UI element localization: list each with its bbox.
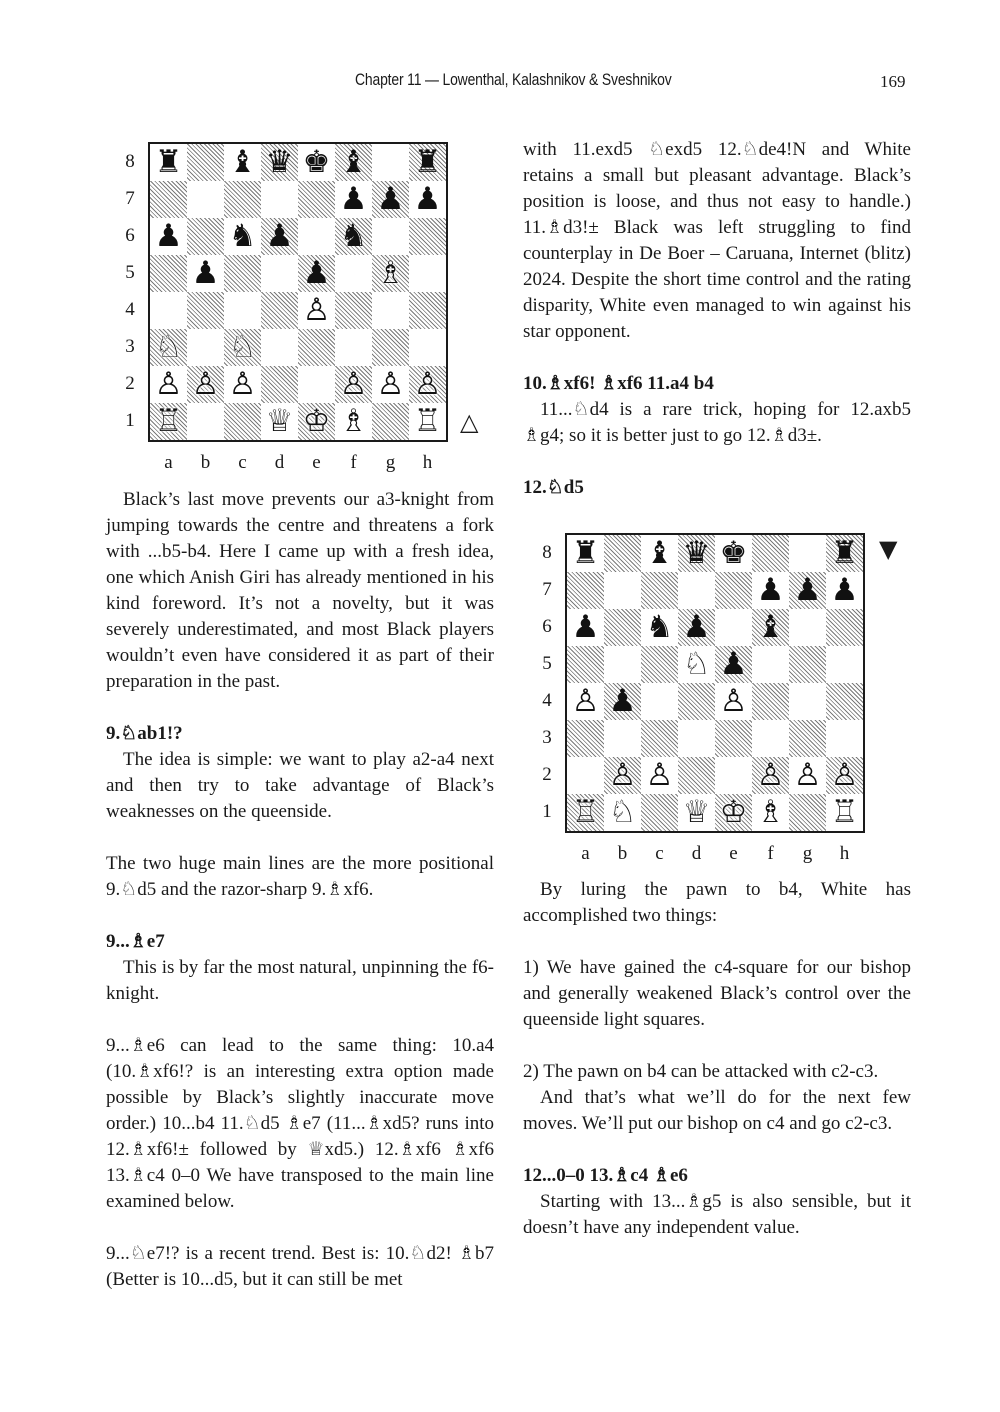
chess-piece-icon: ♞	[339, 218, 368, 254]
square-g2	[789, 757, 826, 794]
left-column	[106, 487, 494, 1293]
square-h3	[409, 329, 446, 366]
square-h8	[826, 535, 863, 572]
square-a4	[150, 292, 187, 329]
square-h3	[826, 720, 863, 757]
chess-piece-icon: ♘	[154, 329, 183, 365]
chess-piece-icon: ♟	[191, 255, 220, 291]
chess-piece-icon: ♖	[571, 794, 600, 830]
move-heading: 12...0–0 13.♗c4 ♗e6	[523, 1165, 688, 1186]
square-e1	[298, 403, 335, 440]
rank-label: 5	[542, 653, 552, 674]
square-e8	[715, 535, 752, 572]
square-d7	[678, 572, 715, 609]
square-f8	[335, 144, 372, 181]
file-label: g	[802, 843, 813, 864]
chess-piece-icon: ♟	[571, 609, 600, 645]
right-column-bottom	[523, 877, 911, 1241]
square-b6	[604, 609, 641, 646]
chess-piece-icon: ♟	[830, 572, 859, 608]
square-g4	[372, 292, 409, 329]
rank-label: 7	[542, 579, 552, 600]
square-e8	[298, 144, 335, 181]
square-e3	[715, 720, 752, 757]
chess-piece-icon: ♟	[339, 181, 368, 217]
square-e5	[715, 646, 752, 683]
chess-piece-icon: ♟	[265, 218, 294, 254]
chess-piece-icon: ♗	[339, 403, 368, 439]
square-d3	[678, 720, 715, 757]
chess-piece-icon: ♚	[719, 535, 748, 571]
chessboard	[565, 533, 865, 833]
chess-piece-icon: ♛	[682, 535, 711, 571]
square-g6	[789, 609, 826, 646]
square-e4	[715, 683, 752, 720]
square-a1	[567, 794, 604, 831]
chess-piece-icon: ♙	[191, 366, 220, 402]
square-g1	[789, 794, 826, 831]
move-heading: 9...♗e7	[106, 931, 165, 952]
paragraph: Starting with 13...♗g5 is also sensible, but it doesn’t have any independent value.	[523, 1191, 911, 1238]
paragraph: 2) The pawn on b4 can be attacked with c2-c3.	[523, 1061, 879, 1082]
rank-label: 2	[125, 373, 135, 394]
chess-piece-icon: ♝	[645, 535, 674, 571]
square-h2	[826, 757, 863, 794]
square-g5	[372, 255, 409, 292]
square-b8	[187, 144, 224, 181]
file-label: a	[164, 452, 173, 473]
chess-piece-icon: ♘	[608, 794, 637, 830]
file-label: c	[238, 452, 247, 473]
square-a7	[567, 572, 604, 609]
file-label: a	[581, 843, 590, 864]
file-label: h	[422, 452, 433, 473]
chess-piece-icon: ♜	[413, 144, 442, 180]
square-b1	[187, 403, 224, 440]
square-g8	[789, 535, 826, 572]
square-g4	[789, 683, 826, 720]
square-e7	[298, 181, 335, 218]
rank-label: 4	[542, 690, 552, 711]
square-d1	[678, 794, 715, 831]
square-b8	[604, 535, 641, 572]
square-c6	[224, 218, 261, 255]
square-d4	[678, 683, 715, 720]
square-b7	[187, 181, 224, 218]
square-f3	[752, 720, 789, 757]
paragraph: The idea is simple: we want to play a2-a4 next and then try to take advantage of Black’s weaknesses on the queenside.	[106, 749, 494, 822]
square-h4	[409, 292, 446, 329]
white-to-move-icon: △	[460, 408, 479, 436]
paragraph: 9...♘e7!? is a recent trend. Best is: 10.♘d2! ♗b7 (Better is 10...d5, but it can still be met	[106, 1243, 494, 1290]
rank-label: 3	[125, 336, 135, 357]
square-h1	[409, 403, 446, 440]
square-e6	[715, 609, 752, 646]
chapter-header: Chapter 11 — Lowenthal, Kalashnikov & Sveshnikov	[355, 70, 672, 89]
square-a5	[150, 255, 187, 292]
rank-label: 4	[125, 299, 135, 320]
chess-piece-icon: ♟	[793, 572, 822, 608]
square-f5	[752, 646, 789, 683]
square-c6	[641, 609, 678, 646]
file-label: e	[729, 843, 738, 864]
square-c8	[641, 535, 678, 572]
chess-piece-icon: ♟	[376, 181, 405, 217]
square-b4	[604, 683, 641, 720]
file-label: b	[617, 843, 628, 864]
chess-piece-icon: ♟	[719, 646, 748, 682]
square-d4	[261, 292, 298, 329]
chess-piece-icon: ♙	[571, 683, 600, 719]
chess-piece-icon: ♙	[376, 366, 405, 402]
square-d8	[678, 535, 715, 572]
square-b5	[604, 646, 641, 683]
square-h5	[826, 646, 863, 683]
rank-label: 2	[542, 764, 552, 785]
square-h7	[826, 572, 863, 609]
square-a6	[567, 609, 604, 646]
square-h2	[409, 366, 446, 403]
chess-piece-icon: ♟	[756, 572, 785, 608]
right-column-top	[523, 137, 911, 501]
paragraph: This is by far the most natural, unpinning the f6-knight.	[106, 957, 494, 1004]
square-h7	[409, 181, 446, 218]
square-c3	[641, 720, 678, 757]
square-f1	[752, 794, 789, 831]
chess-piece-icon: ♖	[830, 794, 859, 830]
square-e5	[298, 255, 335, 292]
square-f6	[335, 218, 372, 255]
chess-piece-icon: ♘	[228, 329, 257, 365]
square-a8	[150, 144, 187, 181]
chess-piece-icon: ♙	[645, 757, 674, 793]
chess-piece-icon: ♝	[756, 609, 785, 645]
square-g1	[372, 403, 409, 440]
paragraph: By luring the pawn to b4, White has accomplished two things:	[523, 879, 911, 926]
chess-diagram-2	[537, 533, 917, 873]
chess-piece-icon: ♝	[339, 144, 368, 180]
square-d2	[678, 757, 715, 794]
rank-label: 5	[125, 262, 135, 283]
chess-piece-icon: ♘	[682, 646, 711, 682]
chess-piece-icon: ♔	[719, 794, 748, 830]
square-g6	[372, 218, 409, 255]
rank-label: 3	[542, 727, 552, 748]
rank-label: 1	[542, 801, 552, 822]
chess-piece-icon: ♟	[413, 181, 442, 217]
square-g5	[789, 646, 826, 683]
square-f2	[752, 757, 789, 794]
square-f4	[752, 683, 789, 720]
chess-piece-icon: ♜	[154, 144, 183, 180]
square-d8	[261, 144, 298, 181]
square-f5	[335, 255, 372, 292]
square-d1	[261, 403, 298, 440]
square-c5	[224, 255, 261, 292]
square-h8	[409, 144, 446, 181]
chess-piece-icon: ♙	[719, 683, 748, 719]
square-c1	[641, 794, 678, 831]
chess-piece-icon: ♛	[265, 144, 294, 180]
square-e6	[298, 218, 335, 255]
chess-piece-icon: ♔	[302, 403, 331, 439]
square-b7	[604, 572, 641, 609]
chess-piece-icon: ♜	[571, 535, 600, 571]
file-label: h	[839, 843, 850, 864]
file-label: f	[767, 843, 774, 864]
chess-piece-icon: ♗	[376, 255, 405, 291]
chess-piece-icon: ♙	[830, 757, 859, 793]
square-c2	[224, 366, 261, 403]
square-e2	[298, 366, 335, 403]
square-c2	[641, 757, 678, 794]
file-label: f	[350, 452, 357, 473]
square-h1	[826, 794, 863, 831]
square-e2	[715, 757, 752, 794]
chess-piece-icon: ♙	[339, 366, 368, 402]
square-c1	[224, 403, 261, 440]
move-heading: 10.♗xf6! ♗xf6 11.a4 b4	[523, 373, 714, 394]
square-e4	[298, 292, 335, 329]
square-a4	[567, 683, 604, 720]
chess-piece-icon: ♕	[682, 794, 711, 830]
page-number: 169	[880, 72, 906, 91]
square-a2	[567, 757, 604, 794]
square-e7	[715, 572, 752, 609]
square-h5	[409, 255, 446, 292]
file-label: d	[274, 452, 285, 473]
square-f1	[335, 403, 372, 440]
chess-piece-icon: ♟	[302, 255, 331, 291]
chess-piece-icon: ♗	[756, 794, 785, 830]
square-a7	[150, 181, 187, 218]
paragraph: with 11.exd5 ♘exd5 12.♘de4!N and White retains a small but pleasant advantage. Black’s position is loose, and thus not easy to handle.) 11.♗d3!± Black was left struggling to find counterplay in De Boer – Caruana, Internet (blitz) 2024. Despite the short time control and the rating disparity, White even managed to win against his star opponent.	[523, 139, 911, 342]
square-g3	[372, 329, 409, 366]
chess-piece-icon: ♙	[154, 366, 183, 402]
square-c7	[641, 572, 678, 609]
chess-piece-icon: ♞	[645, 609, 674, 645]
square-e1	[715, 794, 752, 831]
square-g8	[372, 144, 409, 181]
square-d2	[261, 366, 298, 403]
square-d6	[678, 609, 715, 646]
chess-piece-icon: ♜	[830, 535, 859, 571]
square-f7	[335, 181, 372, 218]
square-a3	[150, 329, 187, 366]
paragraph: 11...♘d4 is a rare trick, hoping for 12.axb5 ♗g4; so it is better just to go 12.♗d3±.	[523, 399, 911, 446]
square-c3	[224, 329, 261, 366]
square-f6	[752, 609, 789, 646]
square-g7	[789, 572, 826, 609]
chess-piece-icon: ♙	[608, 757, 637, 793]
square-d5	[261, 255, 298, 292]
square-d6	[261, 218, 298, 255]
square-a6	[150, 218, 187, 255]
square-h4	[826, 683, 863, 720]
square-f4	[335, 292, 372, 329]
chess-piece-icon: ♝	[228, 144, 257, 180]
square-b1	[604, 794, 641, 831]
square-d3	[261, 329, 298, 366]
chess-piece-icon: ♖	[154, 403, 183, 439]
square-b6	[187, 218, 224, 255]
square-e3	[298, 329, 335, 366]
paragraph: The two huge main lines are the more positional 9.♘d5 and the razor-sharp 9.♗xf6.	[106, 853, 494, 900]
square-f3	[335, 329, 372, 366]
square-a5	[567, 646, 604, 683]
chess-piece-icon: ♟	[154, 218, 183, 254]
chess-piece-icon: ♟	[682, 609, 711, 645]
square-d7	[261, 181, 298, 218]
square-b2	[187, 366, 224, 403]
square-g3	[789, 720, 826, 757]
square-a8	[567, 535, 604, 572]
paragraph: 9...♗e6 can lead to the same thing: 10.a4 (10.♗xf6!? is an interesting extra option made possible by Black’s slightly inaccurate move order.) 10...b4 11.♘d5 ♗e7 (11...♗xd5? runs into 12.♗xf6!± followed by ♕xd5.) 12.♗xf6 ♗xf6 13.♗c4 0–0 We have transposed to the main line examined below.	[106, 1035, 494, 1212]
move-heading: 9.♘ab1!?	[106, 723, 183, 744]
square-b5	[187, 255, 224, 292]
paragraph: Black’s last move prevents our a3-knight from jumping towards the centre and threatens a fork with ...b5-b4. Here I came up with a fresh idea, one which Anish Giri has already mentioned in his kind foreword. It’s not a novelty, but it was severely underestimated, and most Black players wouldn’t even have considered it as part of their preparation in the past.	[106, 489, 494, 692]
square-b3	[187, 329, 224, 366]
chess-piece-icon: ♙	[793, 757, 822, 793]
rank-label: 8	[125, 151, 135, 172]
file-label: c	[655, 843, 664, 864]
chess-piece-icon: ♖	[413, 403, 442, 439]
paragraph: And that’s what we’ll do for the next few moves. We’ll put our bishop on c4 and go c2-c3.	[523, 1087, 911, 1134]
square-g2	[372, 366, 409, 403]
rank-label: 8	[542, 542, 552, 563]
square-a2	[150, 366, 187, 403]
chess-piece-icon: ♕	[265, 403, 294, 439]
square-c5	[641, 646, 678, 683]
chess-piece-icon: ♞	[228, 218, 257, 254]
square-h6	[409, 218, 446, 255]
move-heading: 12.♘d5	[523, 477, 584, 498]
square-b3	[604, 720, 641, 757]
square-c8	[224, 144, 261, 181]
rank-label: 7	[125, 188, 135, 209]
chess-piece-icon: ♙	[302, 292, 331, 328]
chess-diagram-1	[120, 142, 500, 482]
file-label: e	[312, 452, 321, 473]
file-label: b	[200, 452, 211, 473]
square-f7	[752, 572, 789, 609]
square-f8	[752, 535, 789, 572]
chess-piece-icon: ♙	[413, 366, 442, 402]
chessboard	[148, 142, 448, 442]
square-c4	[641, 683, 678, 720]
file-label: g	[385, 452, 396, 473]
square-g7	[372, 181, 409, 218]
square-h6	[826, 609, 863, 646]
chess-piece-icon: ♙	[228, 366, 257, 402]
rank-label: 6	[542, 616, 552, 637]
square-b2	[604, 757, 641, 794]
chess-piece-icon: ♙	[756, 757, 785, 793]
chess-piece-icon: ♟	[608, 683, 637, 719]
rank-label: 1	[125, 410, 135, 431]
file-label: d	[691, 843, 702, 864]
square-a1	[150, 403, 187, 440]
square-c7	[224, 181, 261, 218]
rank-label: 6	[125, 225, 135, 246]
black-to-move-icon: ▼	[879, 535, 898, 563]
square-d5	[678, 646, 715, 683]
square-b4	[187, 292, 224, 329]
square-f2	[335, 366, 372, 403]
chess-piece-icon: ♚	[302, 144, 331, 180]
square-c4	[224, 292, 261, 329]
square-a3	[567, 720, 604, 757]
paragraph: 1) We have gained the c4-square for our bishop and generally weakened Black’s control over the queenside light squares.	[523, 957, 911, 1030]
